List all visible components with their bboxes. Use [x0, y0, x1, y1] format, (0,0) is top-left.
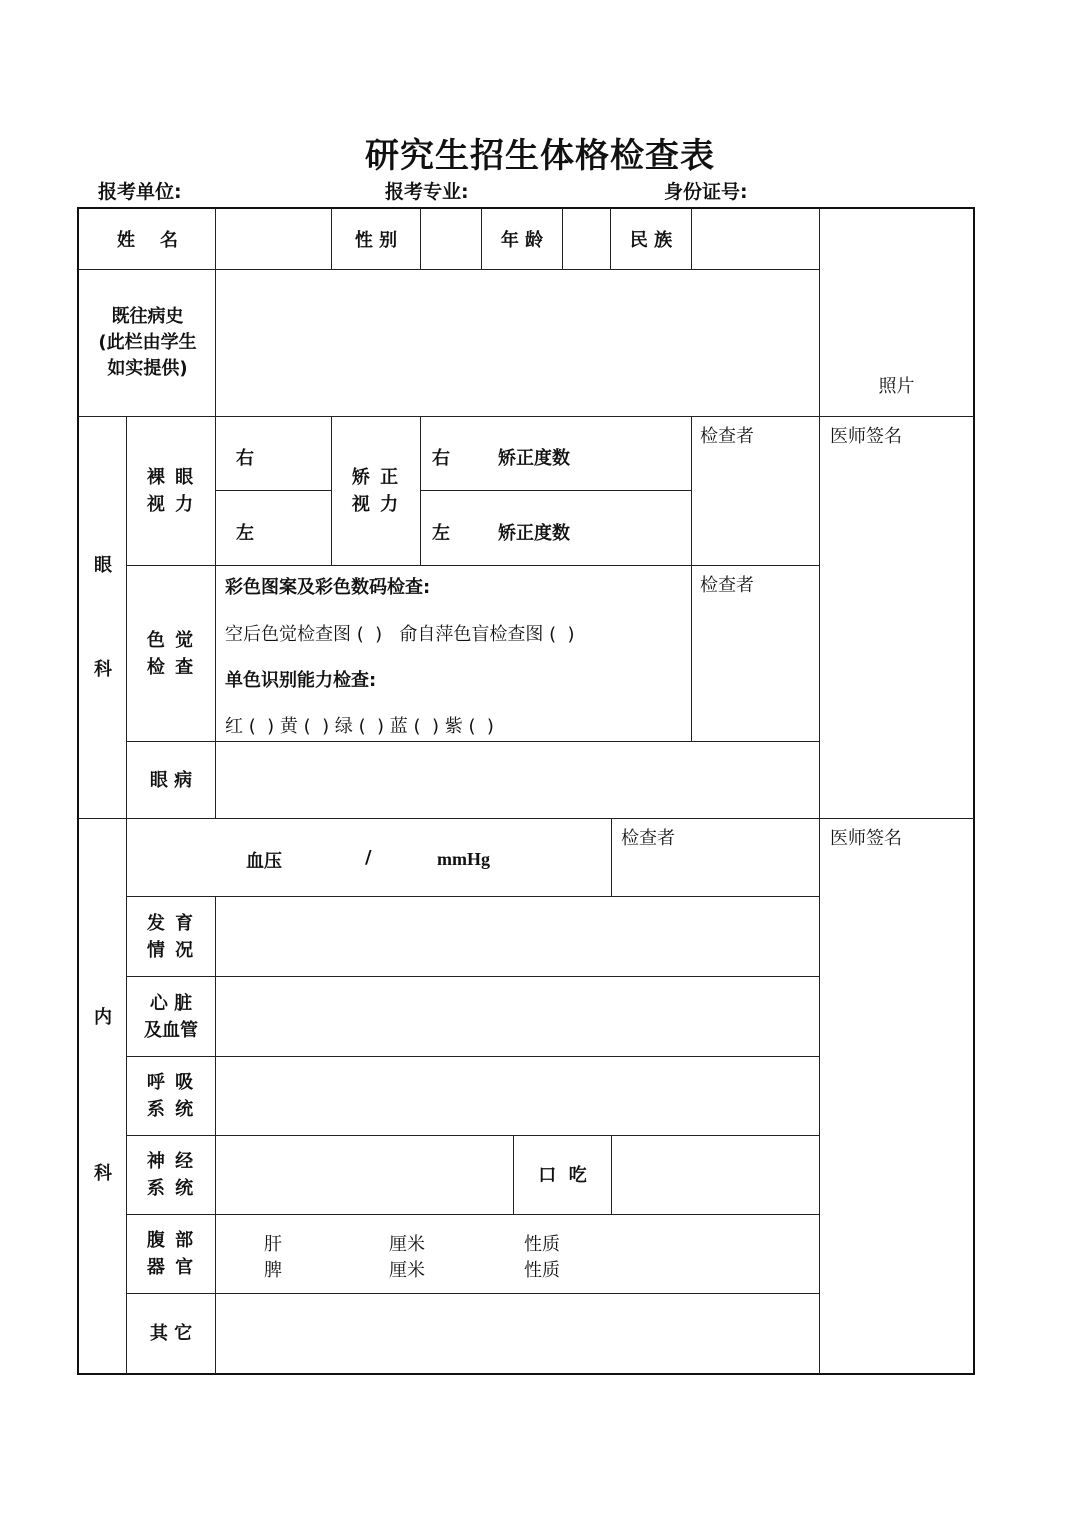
- blood-pressure-label: 血压: [246, 851, 282, 872]
- naked-left-label: 左: [236, 523, 254, 544]
- medical-history-label: 既往病史 (此栏由学生 如实提供): [98, 306, 197, 379]
- bp-examiner-label: 检查者: [621, 828, 675, 849]
- id-number-label: 身份证号:: [664, 181, 748, 203]
- age-field[interactable]: [563, 210, 610, 270]
- corrected-right-label: 右: [432, 448, 450, 469]
- nervous-system-label: 神 经 系 统: [146, 1151, 196, 1199]
- liver-cm-label: 厘米: [389, 1234, 425, 1255]
- ethnicity-label: 民 族: [629, 229, 673, 251]
- liver-nature-label: 性质: [524, 1234, 560, 1255]
- abdominal-organs-label: 腹 部 器 官: [146, 1230, 196, 1278]
- photo-box[interactable]: [820, 210, 973, 416]
- photo-label: 照片: [878, 376, 915, 397]
- color-pattern-test-label: 彩色图案及彩色数码检查:: [225, 577, 431, 598]
- grid-line: [420, 416, 421, 565]
- grid-line: [126, 565, 820, 566]
- grid-line: [611, 818, 612, 896]
- color-examiner-label: 检查者: [700, 575, 754, 596]
- vision-examiner-label: 检查者: [700, 426, 754, 447]
- page-title: 研究生招生体格检查表: [365, 136, 715, 176]
- medical-history-field[interactable]: [216, 270, 819, 416]
- single-color-options: 红 ( ) 黄 ( ) 绿 ( ) 蓝 ( ) 紫 ( ): [225, 716, 494, 737]
- grid-line: [691, 416, 692, 741]
- grid-line: [215, 490, 331, 491]
- stutter-label: 口 吃: [538, 1164, 587, 1186]
- spleen-nature-label: 性质: [524, 1260, 560, 1281]
- eye-doctor-signature-label: 医师签名: [830, 426, 902, 447]
- development-field[interactable]: [216, 897, 819, 976]
- color-vision-label: 色 觉 检 查: [146, 629, 196, 678]
- liver-label: 肝: [264, 1234, 282, 1255]
- corrected-left-label: 左: [432, 523, 450, 544]
- ophthalmology-section-label: 眼 科: [94, 554, 112, 680]
- blood-pressure-slash: /: [365, 847, 372, 868]
- grid-line: [78, 818, 974, 819]
- other-field[interactable]: [216, 1294, 819, 1373]
- naked-vision-label: 裸 眼 视 力: [146, 467, 196, 515]
- internal-doctor-signature-label: 医师签名: [830, 828, 902, 849]
- development-label: 发 育 情 况: [146, 912, 196, 961]
- spleen-label: 脾: [264, 1260, 282, 1281]
- color-chart-options: 空后色觉检查图 ( ) 俞自萍色盲检查图 ( ): [225, 624, 575, 645]
- respiratory-label: 呼 吸 系 统: [146, 1072, 196, 1120]
- name-field[interactable]: [216, 210, 331, 270]
- grid-line: [126, 1214, 820, 1215]
- name-label: 姓 名: [116, 229, 179, 251]
- cardiovascular-field[interactable]: [216, 977, 819, 1056]
- cardiovascular-label: 心 脏 及血管: [144, 992, 198, 1041]
- age-label: 年 龄: [500, 229, 544, 251]
- correction-degree-right-label: 矫正度数: [498, 448, 570, 469]
- blood-pressure-unit: mmHg: [437, 849, 490, 869]
- grid-line: [420, 490, 691, 491]
- eye-disease-field[interactable]: [216, 742, 819, 818]
- correction-degree-left-label: 矫正度数: [498, 523, 570, 544]
- internal-medicine-section-label: 内 科: [94, 1007, 112, 1184]
- stutter-field[interactable]: [612, 1136, 819, 1214]
- exam-unit-label: 报考单位:: [98, 181, 182, 203]
- gender-field[interactable]: [421, 210, 481, 270]
- nervous-system-field[interactable]: [216, 1136, 513, 1214]
- single-color-test-label: 单色识别能力检查:: [225, 670, 377, 691]
- naked-right-label: 右: [236, 448, 254, 469]
- gender-label: 性 别: [354, 229, 398, 251]
- respiratory-field[interactable]: [216, 1057, 819, 1135]
- spleen-cm-label: 厘米: [389, 1260, 425, 1281]
- eye-disease-label: 眼 病: [149, 769, 193, 791]
- ethnicity-field[interactable]: [692, 210, 819, 270]
- corrected-vision-label: 矫 正 视 力: [351, 467, 401, 515]
- other-label: 其 它: [149, 1323, 193, 1344]
- exam-major-label: 报考专业:: [385, 181, 469, 203]
